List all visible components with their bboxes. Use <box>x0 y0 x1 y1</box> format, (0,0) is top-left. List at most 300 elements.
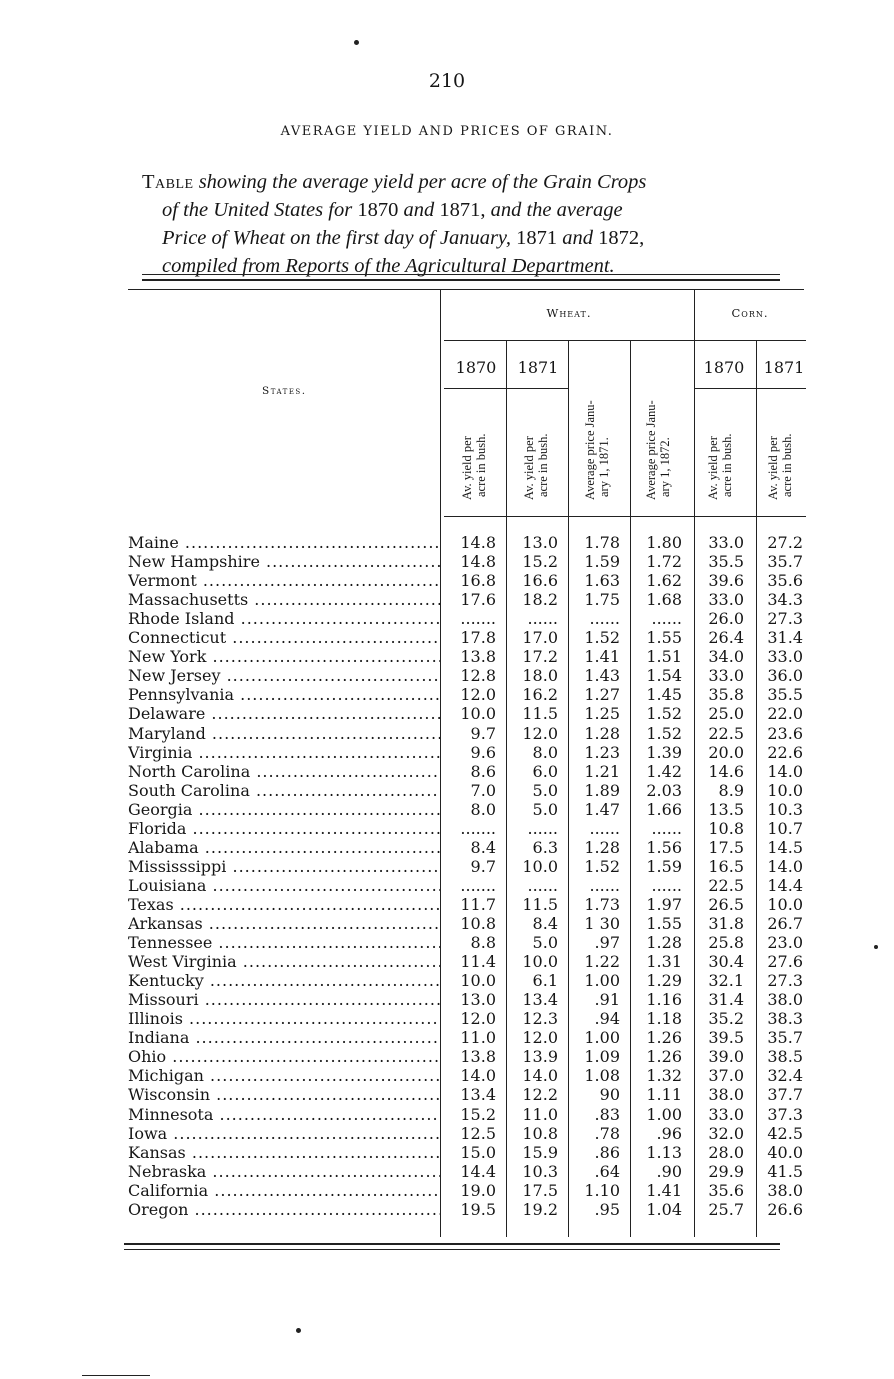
cell-corn-1871: 22.0 <box>767 704 803 724</box>
cell-price-1871: 1.10 <box>584 1180 620 1200</box>
cell-corn-1870: 32.0 <box>708 1123 744 1143</box>
corn-group-rule <box>694 340 806 341</box>
cell-wheat-1870: 12.8 <box>460 666 496 686</box>
cell-wheat-1870: 14.4 <box>460 1161 496 1181</box>
cell-corn-1870: 35.8 <box>708 685 744 705</box>
cell-wheat-1871: 5.0 <box>532 933 558 953</box>
cell-price-1871: 1.08 <box>584 1066 620 1086</box>
cell-corn-1871: 27.3 <box>767 971 803 991</box>
cell-price-1872: 2.03 <box>646 780 682 800</box>
cell-wheat-1870: 8.6 <box>470 761 496 781</box>
cell-wheat-1871: 10.3 <box>522 1161 558 1181</box>
cell-wheat-1870: 13.8 <box>460 1047 496 1067</box>
cell-corn-1870: 38.0 <box>708 1085 744 1105</box>
year-wheat-1871: 1871 <box>517 358 559 377</box>
cell-wheat-1870: 19.5 <box>460 1199 496 1219</box>
cell-corn-1870: 33.0 <box>708 666 744 686</box>
cell-corn-1871: 38.0 <box>767 1180 803 1200</box>
cell-price-1872: 1.31 <box>646 952 682 972</box>
cell-price-1871: 1.63 <box>584 571 620 591</box>
cell-wheat-1871: 17.2 <box>522 647 558 667</box>
state-name: Maryland ..... <box>128 724 440 743</box>
cell-corn-1871: 32.4 <box>767 1066 803 1086</box>
cell-price-1871: 1.41 <box>584 647 620 667</box>
cell-wheat-1870: 7.0 <box>470 780 496 800</box>
cell-price-1872: 1.11 <box>646 1085 682 1105</box>
table-row <box>0 857 894 876</box>
table-row <box>0 895 894 914</box>
cell-corn-1871: 35.5 <box>767 685 803 705</box>
caption-year-b: 1871, <box>439 199 486 221</box>
table-row <box>0 933 894 952</box>
cell-price-1871: ...... <box>589 875 620 895</box>
cell-wheat-1870: 9.7 <box>470 856 496 876</box>
table-row <box>0 1162 894 1181</box>
cell-corn-1870: 8.9 <box>718 780 744 800</box>
cell-corn-1870: 39.0 <box>708 1047 744 1067</box>
cell-price-1871: 1.09 <box>584 1047 620 1067</box>
cell-price-1871: 1.28 <box>584 837 620 857</box>
cell-price-1872: 1.42 <box>646 761 682 781</box>
table-row <box>0 1066 894 1085</box>
cell-corn-1871: 41.5 <box>767 1161 803 1181</box>
table-caption <box>142 168 822 280</box>
cell-wheat-1870: 16.8 <box>460 571 496 591</box>
cell-wheat-1870: 9.7 <box>470 723 496 743</box>
cell-corn-1871: 33.0 <box>767 647 803 667</box>
caption-text-1: showing the average yield per acre of the Grain Crops <box>198 171 647 193</box>
cell-price-1871: ...... <box>589 609 620 629</box>
cell-price-1872: 1.26 <box>646 1028 682 1048</box>
cell-wheat-1870: 15.0 <box>460 1142 496 1162</box>
cell-price-1872: 1.39 <box>646 742 682 762</box>
cell-price-1871: 1.73 <box>584 894 620 914</box>
cell-wheat-1871: 12.0 <box>522 1028 558 1048</box>
cell-wheat-1871: 8.4 <box>532 914 558 933</box>
cell-wheat-1871: 17.0 <box>522 628 558 648</box>
cell-wheat-1871: 6.1 <box>532 971 558 991</box>
cell-corn-1870: 28.0 <box>708 1142 744 1162</box>
cell-wheat-1871: 17.5 <box>522 1180 558 1200</box>
cell-corn-1870: 10.8 <box>708 818 744 838</box>
cell-price-1872: 1.51 <box>646 647 682 667</box>
cell-corn-1870: 25.0 <box>708 704 744 724</box>
table-row <box>0 704 894 723</box>
cell-wheat-1870: 11.7 <box>460 894 496 914</box>
cell-price-1871: ...... <box>589 818 620 838</box>
state-name: Tennessee ..... <box>128 933 440 952</box>
table-row <box>0 762 894 781</box>
cell-price-1871: 1.21 <box>584 761 620 781</box>
cell-corn-1870: 26.4 <box>708 628 744 648</box>
cell-price-1871: 90 <box>599 1085 620 1105</box>
cell-price-1872: 1.32 <box>646 1066 682 1086</box>
table-row <box>0 1028 894 1047</box>
subheader-corn-1871: Av. yield per acre in bush. <box>766 433 794 500</box>
cell-price-1871: .97 <box>594 933 620 953</box>
state-name: Wisconsin ..... <box>128 1085 440 1104</box>
table-row <box>0 781 894 800</box>
cell-price-1871: 1.27 <box>584 685 620 705</box>
cell-wheat-1870: 8.0 <box>470 799 496 819</box>
cell-wheat-1870: 13.8 <box>460 647 496 667</box>
cell-price-1872: 1.18 <box>646 1009 682 1029</box>
cell-wheat-1870: 13.0 <box>460 990 496 1010</box>
cell-wheat-1870: 15.2 <box>460 1104 496 1124</box>
footer-stub-rule <box>82 1375 150 1376</box>
cell-corn-1871: 36.0 <box>767 666 803 686</box>
state-name: Maine ..... <box>128 533 440 552</box>
cell-price-1871: .91 <box>594 990 620 1010</box>
cell-price-1871: 1.25 <box>584 704 620 724</box>
cell-wheat-1871: 13.0 <box>522 533 558 552</box>
cell-corn-1871: 27.2 <box>767 533 803 552</box>
table-row <box>0 628 894 647</box>
cell-corn-1871: 38.0 <box>767 990 803 1010</box>
cell-corn-1871: 23.0 <box>767 933 803 953</box>
cell-wheat-1871: 18.2 <box>522 590 558 610</box>
cell-wheat-1871: 16.6 <box>522 571 558 591</box>
cell-wheat-1871: 11.0 <box>522 1104 558 1124</box>
state-name: Georgia ..... <box>128 800 440 819</box>
cell-corn-1871: 38.5 <box>767 1047 803 1067</box>
table-row <box>0 914 894 933</box>
corn-header: Corn. <box>731 306 769 320</box>
cell-wheat-1871: 8.0 <box>532 742 558 762</box>
caption-and-2: and <box>562 227 594 249</box>
cell-corn-1870: 13.5 <box>708 799 744 819</box>
cell-wheat-1870: 19.0 <box>460 1180 496 1200</box>
page-heading: AVERAGE YIELD AND PRICES OF GRAIN. <box>280 124 614 139</box>
cell-price-1871: 1.00 <box>584 1028 620 1048</box>
state-name: North Carolina ..... <box>128 762 440 781</box>
cell-corn-1870: 35.2 <box>708 1009 744 1029</box>
cell-price-1871: 1.52 <box>584 628 620 648</box>
cell-corn-1870: 33.0 <box>708 1104 744 1124</box>
table-row <box>0 685 894 704</box>
cell-wheat-1871: 14.0 <box>522 1066 558 1086</box>
cell-price-1871: .94 <box>594 1009 620 1029</box>
cell-wheat-1871: 10.0 <box>522 856 558 876</box>
table-row <box>0 552 894 571</box>
cell-corn-1870: 26.5 <box>708 894 744 914</box>
cell-wheat-1870: 12.5 <box>460 1123 496 1143</box>
state-name: Rhode Island ..... <box>128 609 440 628</box>
cell-price-1872: 1.26 <box>646 1047 682 1067</box>
cell-corn-1871: 10.3 <box>767 799 803 819</box>
top-rule-2 <box>142 279 780 281</box>
table-row <box>0 819 894 838</box>
cell-price-1871: 1.28 <box>584 723 620 743</box>
cell-wheat-1871: 15.2 <box>522 552 558 572</box>
state-name: Ohio ..... <box>128 1047 440 1066</box>
cell-price-1872: 1.55 <box>646 628 682 648</box>
state-name: Florida ..... <box>128 819 440 838</box>
table-row <box>0 743 894 762</box>
year-wheat-1870: 1870 <box>455 358 497 377</box>
state-name: Iowa ..... <box>128 1124 440 1143</box>
cell-corn-1870: 29.9 <box>708 1161 744 1181</box>
state-name: Alabama ..... <box>128 838 440 857</box>
table-row <box>0 533 894 552</box>
state-name: New Hampshire ..... <box>128 552 440 571</box>
cell-price-1871: 1.22 <box>584 952 620 972</box>
cell-price-1872: .96 <box>656 1123 682 1143</box>
table-row <box>0 876 894 895</box>
cell-wheat-1871: 12.2 <box>522 1085 558 1105</box>
state-name: New Jersey ..... <box>128 666 440 685</box>
state-name: Vermont ..... <box>128 571 440 590</box>
cell-corn-1871: 14.5 <box>767 837 803 857</box>
wheat-group-rule <box>444 340 694 341</box>
caption-year-c: 1871 <box>516 227 558 249</box>
cell-wheat-1870: 10.0 <box>460 704 496 724</box>
cell-wheat-1870: 17.6 <box>460 590 496 610</box>
cell-price-1872: 1.45 <box>646 685 682 705</box>
cell-wheat-1871: 12.0 <box>522 723 558 743</box>
cell-price-1871: 1.59 <box>584 552 620 572</box>
cell-price-1871: 1.52 <box>584 856 620 876</box>
cell-corn-1870: 31.8 <box>708 914 744 933</box>
cell-corn-1870: 33.0 <box>708 590 744 610</box>
cell-price-1872: 1.00 <box>646 1104 682 1124</box>
state-name: Missouri ..... <box>128 990 440 1009</box>
cell-wheat-1871: 10.0 <box>522 952 558 972</box>
state-name: Kansas ..... <box>128 1143 440 1162</box>
cell-corn-1871: 26.7 <box>767 914 803 933</box>
cell-price-1872: 1.56 <box>646 837 682 857</box>
cell-corn-1870: 31.4 <box>708 990 744 1010</box>
cell-price-1871: 1.78 <box>584 533 620 552</box>
table-row <box>0 1085 894 1104</box>
cell-wheat-1871: 11.5 <box>522 704 558 724</box>
state-name: New York ..... <box>128 647 440 666</box>
cell-price-1872: .90 <box>656 1161 682 1181</box>
cell-price-1872: 1.28 <box>646 933 682 953</box>
subheader-corn-1870: Av. yield per acre in bush. <box>706 433 734 500</box>
cell-wheat-1870: 14.8 <box>460 552 496 572</box>
cell-wheat-1870: 14.8 <box>460 533 496 552</box>
cell-wheat-1870: 13.4 <box>460 1085 496 1105</box>
cell-wheat-1870: ....... <box>460 818 496 838</box>
cell-corn-1871: 26.6 <box>767 1199 803 1219</box>
caption-year-a: 1870 <box>357 199 399 221</box>
cell-corn-1870: 37.0 <box>708 1066 744 1086</box>
bottom-rule-2 <box>124 1249 780 1250</box>
table-row <box>0 1047 894 1066</box>
cell-corn-1870: 39.5 <box>708 1028 744 1048</box>
cell-price-1871: 1 30 <box>584 914 620 933</box>
cell-price-1872: 1.80 <box>646 533 682 552</box>
table-row <box>0 990 894 1009</box>
ink-speck <box>354 40 359 45</box>
cell-corn-1870: 26.0 <box>708 609 744 629</box>
cell-price-1872: 1.29 <box>646 971 682 991</box>
cell-wheat-1871: ...... <box>527 875 558 895</box>
page-number: 210 <box>428 70 466 92</box>
state-name: Louisiana ..... <box>128 876 440 895</box>
cell-price-1872: 1.04 <box>646 1199 682 1219</box>
bottom-rule <box>124 1243 780 1245</box>
table-row <box>0 1181 894 1200</box>
state-name: Nebraska ..... <box>128 1162 440 1181</box>
state-name: South Carolina ..... <box>128 781 440 800</box>
state-name: Illinois ..... <box>128 1009 440 1028</box>
cell-price-1872: 1.41 <box>646 1180 682 1200</box>
cell-price-1872: ...... <box>651 818 682 838</box>
cell-wheat-1870: ....... <box>460 875 496 895</box>
cell-price-1872: 1.66 <box>646 799 682 819</box>
state-name: California ..... <box>128 1181 440 1200</box>
table-row <box>0 609 894 628</box>
cell-price-1871: 1.43 <box>584 666 620 686</box>
year-rule-corn <box>694 388 806 389</box>
cell-wheat-1870: 9.6 <box>470 742 496 762</box>
state-name: Texas ..... <box>128 895 440 914</box>
cell-wheat-1871: 11.5 <box>522 894 558 914</box>
cell-corn-1871: 35.7 <box>767 1028 803 1048</box>
cell-price-1872: 1.72 <box>646 552 682 572</box>
state-name: Massachusetts ..... <box>128 590 440 609</box>
cell-wheat-1870: 8.8 <box>470 933 496 953</box>
cell-price-1872: 1.52 <box>646 723 682 743</box>
cell-price-1872: 1.59 <box>646 856 682 876</box>
cell-corn-1870: 33.0 <box>708 533 744 552</box>
cell-wheat-1870: 12.0 <box>460 685 496 705</box>
state-name: Oregon ..... <box>128 1200 440 1219</box>
cell-price-1871: .83 <box>594 1104 620 1124</box>
caption-text-2: of the United States for <box>162 199 353 221</box>
cell-corn-1871: 37.3 <box>767 1104 803 1124</box>
cell-wheat-1871: 15.9 <box>522 1142 558 1162</box>
subheader-wheat-1870: Av. yield per acre in bush. <box>460 433 488 500</box>
state-name: Mississsippi ..... <box>128 857 440 876</box>
cell-price-1872: 1.54 <box>646 666 682 686</box>
cell-corn-1871: 35.7 <box>767 552 803 572</box>
cell-price-1871: 1.23 <box>584 742 620 762</box>
table-row <box>0 1105 894 1124</box>
table-row <box>0 971 894 990</box>
cell-corn-1871: 10.0 <box>767 894 803 914</box>
state-name: Delaware ..... <box>128 704 440 723</box>
cell-corn-1870: 39.6 <box>708 571 744 591</box>
cell-price-1871: .64 <box>594 1161 620 1181</box>
table-row <box>0 952 894 971</box>
cell-corn-1870: 34.0 <box>708 647 744 667</box>
state-name: Minnesota ..... <box>128 1105 440 1124</box>
cell-wheat-1870: 11.4 <box>460 952 496 972</box>
cell-corn-1870: 16.5 <box>708 856 744 876</box>
cell-wheat-1870: 17.8 <box>460 628 496 648</box>
cell-corn-1871: 31.4 <box>767 628 803 648</box>
year-corn-1870: 1870 <box>703 358 745 377</box>
state-name: Pennsylvania ..... <box>128 685 440 704</box>
cell-price-1871: 1.89 <box>584 780 620 800</box>
cell-wheat-1871: 5.0 <box>532 780 558 800</box>
top-rule <box>142 274 780 275</box>
subheader-wheat-1871: Av. yield per acre in bush. <box>522 433 550 500</box>
cell-wheat-1870: 10.0 <box>460 971 496 991</box>
caption-text-4: Price of Wheat on the first day of January, <box>162 227 512 249</box>
year-corn-1871: 1871 <box>763 358 805 377</box>
cell-price-1871: .78 <box>594 1123 620 1143</box>
table-row <box>0 1200 894 1219</box>
cell-corn-1870: 25.7 <box>708 1199 744 1219</box>
caption-and-1: and <box>403 199 435 221</box>
cell-corn-1870: 22.5 <box>708 723 744 743</box>
cell-price-1872: ...... <box>651 609 682 629</box>
table-row <box>0 571 894 590</box>
cell-wheat-1870: ....... <box>460 609 496 629</box>
state-name: Indiana ..... <box>128 1028 440 1047</box>
cell-price-1871: .86 <box>594 1142 620 1162</box>
cell-price-1871: 1.00 <box>584 971 620 991</box>
cell-wheat-1870: 12.0 <box>460 1009 496 1029</box>
cell-price-1872: 1.13 <box>646 1142 682 1162</box>
cell-price-1872: 1.68 <box>646 590 682 610</box>
cell-corn-1870: 22.5 <box>708 875 744 895</box>
caption-text-3: and the average <box>490 199 623 221</box>
cell-corn-1870: 20.0 <box>708 742 744 762</box>
state-name: Kentucky ..... <box>128 971 440 990</box>
caption-year-d: 1872, <box>598 227 645 249</box>
cell-wheat-1871: 16.2 <box>522 685 558 705</box>
state-name: West Virginia ..... <box>128 952 440 971</box>
cell-corn-1871: 35.6 <box>767 571 803 591</box>
cell-corn-1871: 14.0 <box>767 761 803 781</box>
cell-corn-1870: 25.8 <box>708 933 744 953</box>
cell-wheat-1871: 6.0 <box>532 761 558 781</box>
header-rule <box>128 289 804 290</box>
cell-corn-1871: 10.7 <box>767 818 803 838</box>
cell-price-1872: ...... <box>651 875 682 895</box>
cell-wheat-1871: ...... <box>527 609 558 629</box>
cell-corn-1871: 23.6 <box>767 723 803 743</box>
subheader-price-1872: Average price Janu- ary 1, 1872. <box>644 400 672 500</box>
table-row <box>0 647 894 666</box>
cell-wheat-1871: 13.9 <box>522 1047 558 1067</box>
state-name: Virginia ..... <box>128 743 440 762</box>
cell-corn-1871: 34.3 <box>767 590 803 610</box>
cell-corn-1871: 42.5 <box>767 1123 803 1143</box>
wheat-header: Wheat. <box>546 306 592 320</box>
cell-corn-1871: 38.3 <box>767 1009 803 1029</box>
cell-wheat-1871: 18.0 <box>522 666 558 686</box>
cell-price-1871: 1.47 <box>584 799 620 819</box>
cell-corn-1870: 35.6 <box>708 1180 744 1200</box>
cell-corn-1871: 37.7 <box>767 1085 803 1105</box>
table-row <box>0 838 894 857</box>
cell-price-1872: 1.62 <box>646 571 682 591</box>
table-row <box>0 1124 894 1143</box>
caption-text-5: compiled from Reports of the Agricultural Department. <box>162 255 615 277</box>
state-name: Arkansas ..... <box>128 914 440 933</box>
cell-corn-1871: 14.4 <box>767 875 803 895</box>
cell-corn-1871: 14.0 <box>767 856 803 876</box>
cell-price-1872: 1.97 <box>646 894 682 914</box>
cell-wheat-1870: 10.8 <box>460 914 496 933</box>
cell-price-1872: 1.16 <box>646 990 682 1010</box>
cell-corn-1871: 22.6 <box>767 742 803 762</box>
table-row <box>0 590 894 609</box>
table-row <box>0 1009 894 1028</box>
subheader-price-1871: Average price Janu- ary 1, 1871. <box>583 400 611 500</box>
cell-corn-1870: 30.4 <box>708 952 744 972</box>
cell-wheat-1870: 14.0 <box>460 1066 496 1086</box>
cell-price-1871: 1.75 <box>584 590 620 610</box>
states-header: States. <box>262 385 307 397</box>
table-row <box>0 1143 894 1162</box>
